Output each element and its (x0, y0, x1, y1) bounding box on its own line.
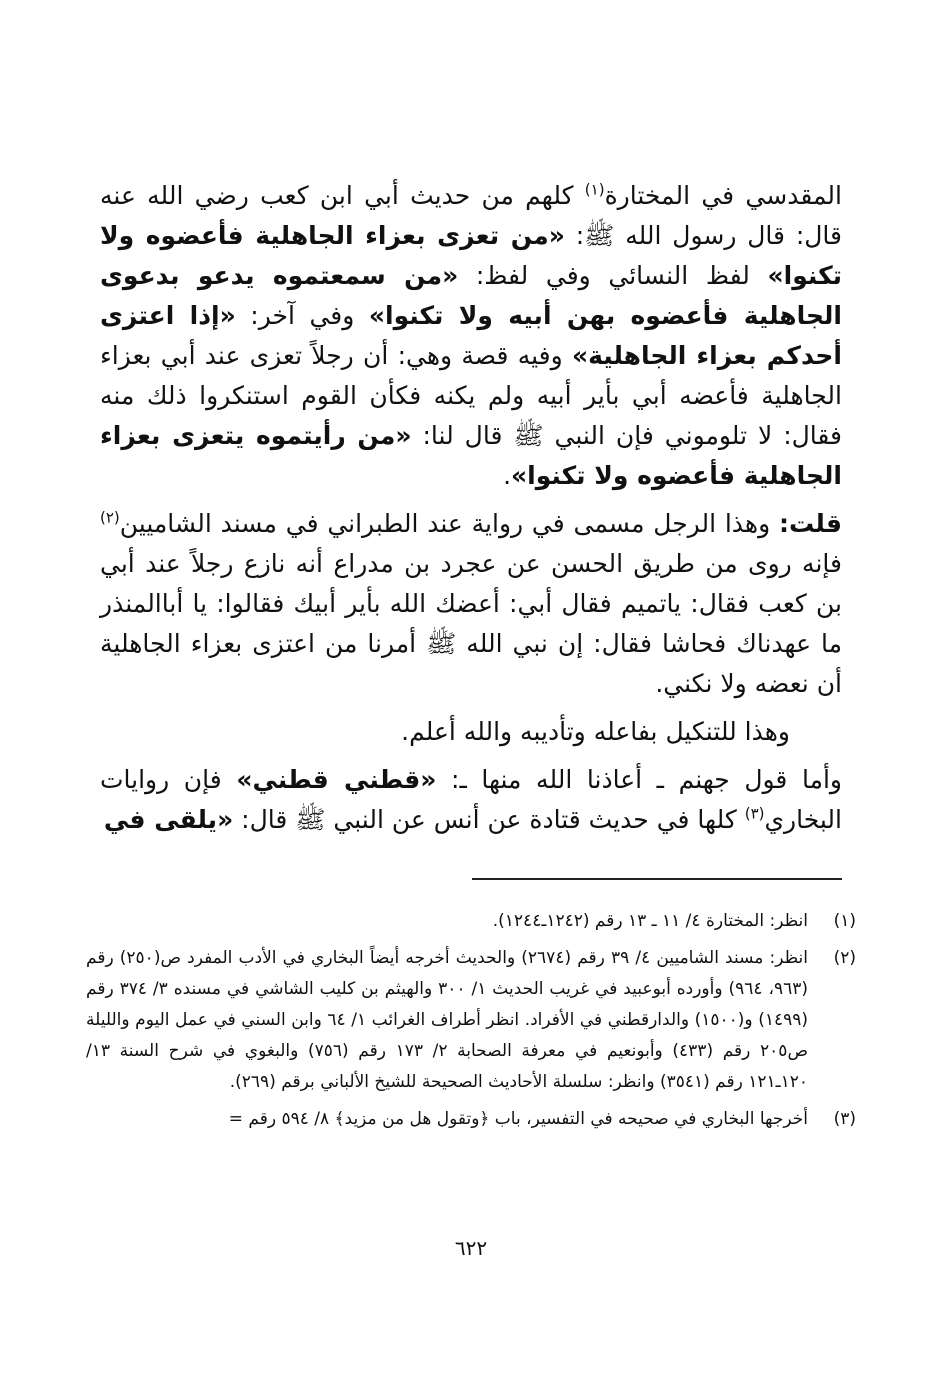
page-number: ٦٢٢ (454, 1236, 488, 1260)
footnote-number: (٢) (833, 948, 856, 968)
bold-quote: «من سمعتموه يدعو بدعوى الجاهلية فأعضوه بهن أبيه ولا تكنوا» (100, 261, 842, 330)
bold-quote: «إذا اعتزى أحدكم بعزاء الجاهلية» (100, 301, 842, 370)
bold-quote: «قطني قطني» (236, 765, 437, 794)
footnote (86, 906, 856, 937)
bold-quote: «من رأيتموه يتعزى بعزاء الجاهلية فأعضوه ولا تكنوا» (100, 421, 842, 490)
paragraph (100, 712, 842, 752)
text-run: وأما قول جهنم ـ أعاذنا الله منها ـ: (436, 765, 842, 794)
footnote-ref: (١) (584, 180, 605, 199)
bold-quote: «يلقى في (103, 805, 234, 834)
text-run: كلها في حديث قتادة عن أنس عن النبي ﷺ قال: (233, 805, 745, 834)
text-run: وهذا الرجل مسمى في رواية عند الطبراني في مسند الشاميين (119, 509, 779, 538)
bold-quote: قلت: (778, 509, 842, 538)
footnote-separator (472, 878, 842, 880)
footnotes (86, 906, 856, 1141)
text-run: وفي آخر: (235, 301, 369, 330)
text-run: فإنه روى من طريق الحسن عن عجرد بن مدراع أنه نازع رجلاً عند أبي بن كعب فقال: ياتميم فقال أبي: أعضك الله بأير أبيك فقالوا: يا أباالمنذر ما عهدناك فحاشا فقال: إن نبي الله ﷺ أمرنا من اعتزى بعزاء الجاهلية أن نعضه ولا نكني. (100, 549, 842, 698)
footnote-number: (٣) (833, 1109, 856, 1129)
footnote-ref: (٣) (744, 804, 765, 823)
text-run: فإن روايات البخاري (100, 765, 842, 834)
paragraph (100, 760, 842, 840)
paragraph (100, 504, 842, 704)
main-text (100, 176, 842, 840)
footnote-number: (١) (833, 911, 856, 931)
text-run: المقدسي في المختارة (604, 181, 842, 210)
footnote-text: انظر: مسند الشاميين ٤/ ٣٩ رقم (٢٦٧٤) والحديث أخرجه أيضاً البخاري في الأدب المفرد ص(٢٥٠) رقم (٩٦٣، ٩٦٤) وأورده أبوعبيد في غريب الحديث ١/ ٣٠٠ والهيثم بن كليب الشاشي في مسنده ٣/ ٣٧٤ رقم (١٤٩٩) و(١٥٠٠) والدارقطني في الأفراد. انظر أطراف الغرائب ١/ ٦٤ وابن السني في عمل اليوم والليلة ص٢٠٥ رقم (٤٣٣) وأبونعيم في معرفة الصحابة ٢/ ١٧٣ رقم (٧٥٦) والبغوي في شرح السنة ١٣/ ١٢٠ـ١٢١ رقم (٣٥٤١) وانظر: سلسلة الأحاديث الصحيحة للشيخ الألباني برقم (٢٦٩). (86, 948, 808, 1092)
paragraph (100, 176, 842, 496)
bold-quote: «من تعزى بعزاء الجاهلية فأعضوه ولا تكنوا» (100, 221, 842, 290)
footnote (86, 943, 856, 1098)
footnote (86, 1104, 856, 1135)
text-run: وفيه قصة وهي: أن رجلاً تعزى عند أبي بعزاء الجاهلية فأعضه أبي بأير أبيه ولم يكنه فكأن القوم استنكروا ذلك منه فقال: لا تلوموني فإن النبي ﷺ قال لنا: (100, 341, 842, 450)
footnote-text: انظر: المختارة ٤/ ١١ ـ ١٣ رقم (١٢٤٢ـ١٢٤٤). (492, 911, 808, 931)
footnote-ref: (٢) (100, 508, 120, 527)
text-run: . (503, 461, 512, 490)
footnote-text: أخرجها البخاري في صحيحه في التفسير، باب ﴿وتقول هل من مزيد﴾ ٨/ ٥٩٤ رقم = (228, 1109, 808, 1129)
text-run: وهذا للتنكيل بفاعله وتأديبه والله أعلم. (401, 717, 790, 746)
text-run: لفظ النسائي وفي لفظ: (458, 261, 768, 290)
text-run: كلهم من حديث أبي ابن كعب رضي الله عنه قال: قال رسول الله ﷺ: (100, 181, 842, 250)
